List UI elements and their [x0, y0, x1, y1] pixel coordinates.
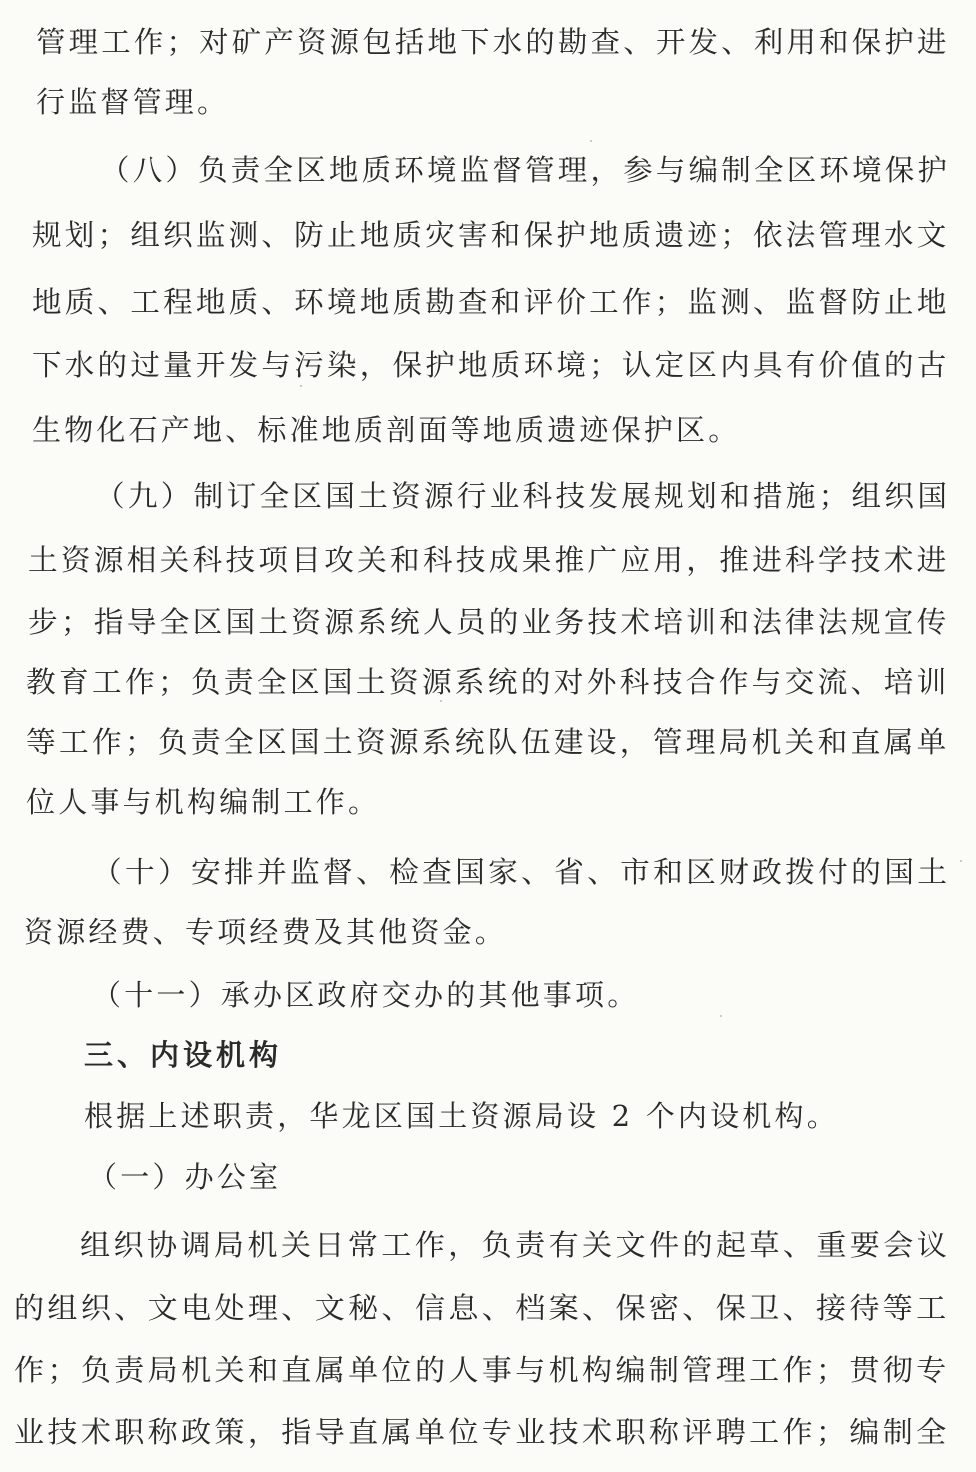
text-line-22: 作；负责局机关和直属单位的人事与机构编制管理工作；贯彻专: [14, 1353, 950, 1387]
scan-speck: [590, 140, 592, 142]
office-paragraph-start: 组织协调局机关日常工作，负责有关文件的起草、重要会议: [80, 1228, 951, 1262]
text-line-13: 位人事与机构编制工作。: [26, 785, 381, 819]
text-line-5: 地质、工程地质、环境地质勘查和评价工作；监测、监督防止地: [32, 285, 950, 319]
text-line-18: 根据上述职责，华龙区国土资源局设 2 个内设机构。: [84, 1099, 839, 1133]
paragraph-10-start: （十）安排并监督、检查国家、省、市和区财政拨付的国土: [92, 855, 951, 889]
text-line-10: 步；指导全区国土资源系统人员的业务技术培训和法律法规宣传: [28, 605, 950, 639]
scan-speck: [960, 860, 962, 862]
text-line-15: 资源经费、专项经费及其他资金。: [24, 915, 508, 949]
paragraph-11: （十一）承办区政府交办的其他事项。: [92, 978, 640, 1012]
text-line-23: 业技术职称政策，指导直属单位专业技术职称评聘工作；编制全: [14, 1415, 950, 1449]
scan-speck: [440, 700, 442, 702]
text-line-2: 行监督管理。: [36, 85, 230, 119]
text-line-11: 教育工作；负责全区国土资源系统的对外科技合作与交流、培训: [26, 665, 950, 699]
subsection-heading-office: （一）办公室: [88, 1160, 282, 1194]
paragraph-8-start: （八）负责全区地质环境监督管理，参与编制全区环境保护: [100, 153, 951, 187]
scan-speck: [720, 1015, 722, 1017]
text-line-6: 下水的过量开发与污染，保护地质环境；认定区内具有价值的古: [32, 348, 950, 382]
text-line-21: 的组织、文电处理、文秘、信息、档案、保密、保卫、接待等工: [14, 1291, 950, 1325]
scan-speck: [300, 385, 302, 387]
text-line-7: 生物化石产地、标准地质剖面等地质遗迹保护区。: [32, 413, 741, 447]
paragraph-9-start: （九）制订全区国土资源行业科技发展规划和措施；组织国: [95, 479, 951, 513]
text-line-12: 等工作；负责全区国土资源系统队伍建设，管理局机关和直属单: [26, 725, 950, 759]
text-line-9: 土资源相关科技项目攻关和科技成果推广应用，推进科学技术进: [28, 543, 950, 577]
text-line-4: 规划；组织监测、防止地质灾害和保护地质遗迹；依法管理水文: [32, 218, 950, 252]
text-line-1: 管理工作；对矿产资源包括地下水的勘查、开发、利用和保护进: [36, 25, 950, 59]
section-heading-internal-institutions: 三、内设机构: [84, 1038, 283, 1072]
